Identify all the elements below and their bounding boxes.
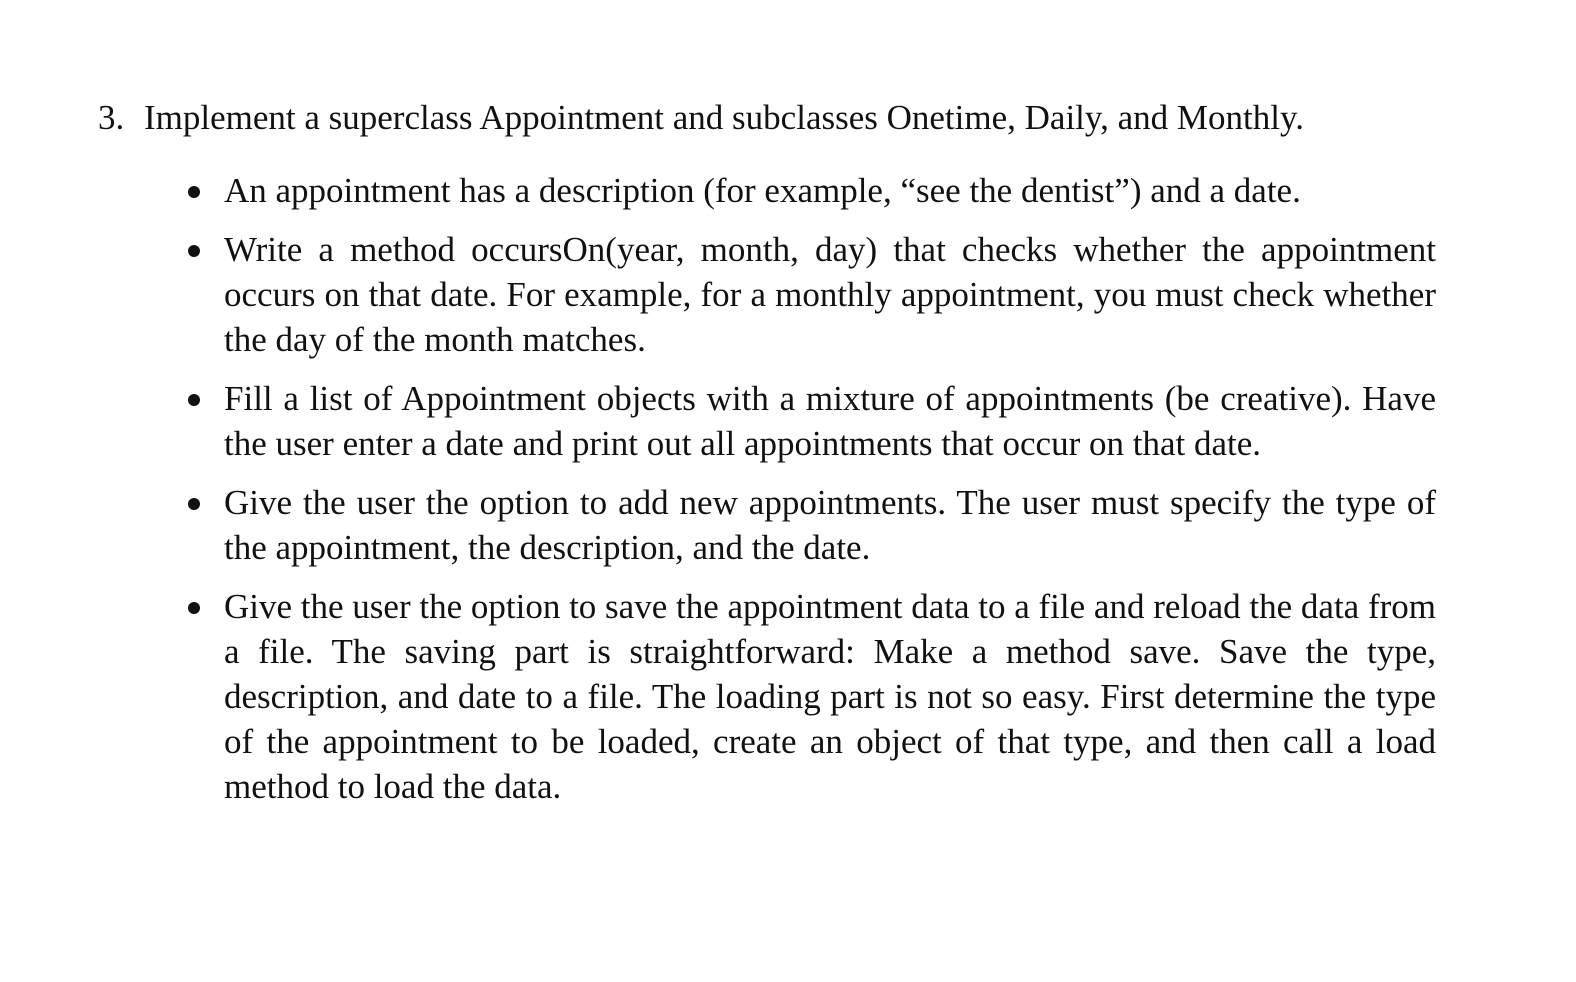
list-item-text: Fill a list of Appointment objects with a mixture of appointments (be creative). Have the user enter a date and print out all appointments that occur on that date. bbox=[224, 379, 1436, 463]
bullet-icon bbox=[188, 602, 200, 614]
list-item bbox=[224, 376, 1436, 466]
exercise-problem bbox=[98, 96, 1436, 806]
list-item bbox=[224, 227, 1436, 362]
bullet-icon bbox=[188, 186, 200, 198]
list-item-text: Give the user the option to add new appointments. The user must specify the type of the appointment, the description, and the date. bbox=[224, 483, 1436, 567]
bullet-icon bbox=[188, 245, 200, 257]
problem-heading bbox=[98, 96, 1436, 140]
requirement-list bbox=[224, 168, 1436, 823]
bullet-icon bbox=[188, 394, 200, 406]
list-item-text: Give the user the option to save the appointment data to a file and reload the data from a file. The saving part is straightforward: Make a method save. Save the type, description, and date to a file. The loading part is not so easy. First determine the type of the appointment to be loaded, create an object of that type, and then call a load method to load the data. bbox=[224, 587, 1436, 806]
list-item-text: Write a method occursOn(year, month, day) that checks whether the appointment occurs on that date. For example, for a monthly appointment, you must check whether the day of the month matches. bbox=[224, 230, 1436, 359]
bullet-icon bbox=[188, 498, 200, 510]
list-item-text: An appointment has a description (for example, “see the dentist”) and a date. bbox=[224, 171, 1301, 210]
problem-statement: Implement a superclass Appointment and subclasses Onetime, Daily, and Monthly. bbox=[144, 98, 1304, 137]
list-item bbox=[224, 480, 1436, 570]
problem-number: 3. bbox=[98, 98, 125, 137]
list-item bbox=[224, 168, 1436, 213]
list-item bbox=[224, 584, 1436, 809]
